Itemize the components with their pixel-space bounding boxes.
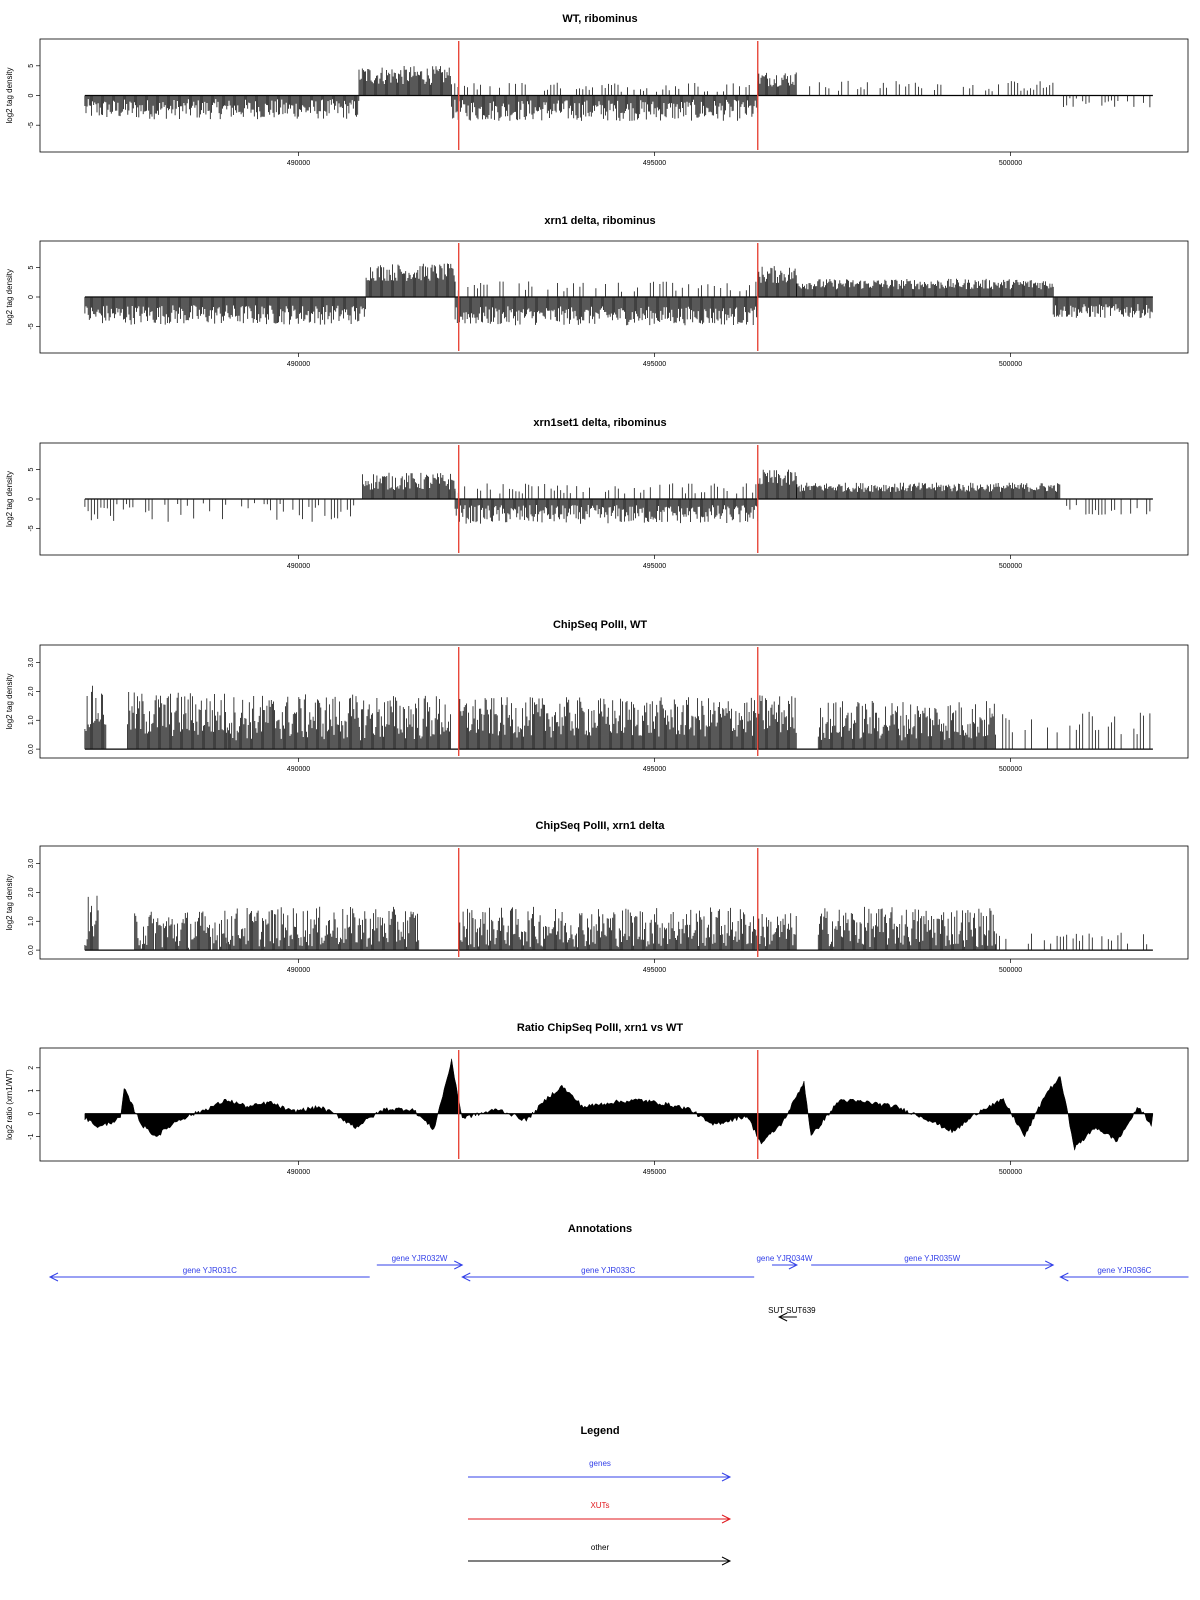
data-bars-segment-7: [1053, 297, 1152, 318]
data-bars-segment-6: [810, 81, 1053, 96]
data-bars-segment-2: [359, 66, 451, 96]
legend-item-genes: [468, 1459, 730, 1481]
x-tick-label: 490000: [286, 766, 311, 773]
x-tick-label: 495000: [642, 1169, 667, 1176]
x-tick-label: 495000: [642, 563, 667, 570]
legend-item-label: XUTs: [590, 1501, 610, 1510]
chart-panel-1: [5, 13, 1188, 167]
chart-title: Ratio ChipSeq PolII, xrn1 vs WT: [516, 1022, 684, 1034]
annotation-label: gene YJR032W: [391, 1254, 448, 1263]
y-tick-label: 0.0: [28, 744, 35, 754]
annotations-title: Annotations: [567, 1223, 633, 1235]
data-bars-segment-4: [455, 282, 756, 298]
annotation-label: gene YJR036C: [1097, 1266, 1152, 1275]
annotation-gene-yjr034w: [756, 1254, 812, 1269]
annotation-gene-yjr036c: [1060, 1266, 1188, 1281]
data-bars-segment-5: [758, 913, 797, 950]
x-tick-label: 490000: [286, 563, 311, 570]
data-bars-segment-5: [758, 266, 797, 297]
y-tick-label: 2.0: [28, 686, 35, 697]
x-tick-label: 500000: [998, 967, 1023, 974]
annotation-gene-yjr035w: [811, 1254, 1053, 1269]
data-bars-segment-3: [227, 907, 418, 950]
annotation-sut-sut639: [768, 1306, 816, 1321]
chart-panel-6: [5, 1022, 1188, 1176]
y-tick-label: 2.0: [28, 887, 35, 898]
y-tick-label: 0: [28, 295, 35, 299]
data-bars-segment-7: [996, 933, 1146, 950]
legend-item-xuts: [468, 1501, 730, 1523]
legend-item-label: genes: [589, 1459, 611, 1468]
data-bars-segment-1: [85, 96, 359, 120]
data-bars-segment-7: [1067, 499, 1150, 515]
x-tick-label: 490000: [286, 1169, 311, 1176]
x-tick-label: 490000: [286, 967, 311, 974]
annotation-gene-yjr033c: [462, 1266, 754, 1281]
data-bars-segment-4: [455, 83, 749, 96]
annotation-gene-yjr032w: [377, 1254, 462, 1269]
annotations-track: [50, 1223, 1189, 1321]
y-axis-label: log2 tag density: [5, 874, 14, 931]
annotation-label: gene YJR034W: [756, 1254, 813, 1263]
y-axis-label: log2 tag density: [5, 67, 14, 124]
y-tick-label: 2: [28, 1065, 35, 1070]
x-tick-label: 490000: [286, 160, 311, 167]
data-bars-segment-2: [135, 911, 227, 950]
data-bars-segment-5: [758, 470, 797, 499]
x-tick-label: 500000: [998, 160, 1023, 167]
chart-title: ChipSeq PolII, WT: [552, 619, 648, 631]
data-bars-segment-7: [1064, 96, 1150, 108]
annotation-label: SUT SUT639: [768, 1306, 816, 1315]
chart-panel-5: [5, 820, 1188, 974]
y-tick-label: -5: [28, 122, 35, 129]
y-tick-label: 0: [28, 497, 35, 501]
data-bars-segment-1: [85, 297, 366, 325]
x-tick-label: 495000: [642, 160, 667, 167]
y-axis-label: log2 tag density: [5, 673, 14, 730]
y-tick-label: -5: [28, 525, 35, 532]
data-bars-segment-6: [818, 907, 995, 950]
data-bars-segment-3: [455, 499, 757, 524]
data-bars-segment-3: [227, 694, 450, 749]
data-bars-segment-2: [363, 473, 455, 499]
y-tick-label: -1: [28, 1133, 35, 1140]
chart-title: ChipSeq PolII, xrn1 delta: [535, 820, 665, 832]
data-bars-segment-4: [455, 483, 756, 499]
y-tick-label: 5: [28, 467, 35, 472]
data-bars-segment-3: [452, 96, 758, 121]
data-bars-segment-7: [1003, 712, 1150, 749]
data-bars-segment-1: [85, 686, 106, 749]
y-tick-label: 1.0: [28, 916, 35, 927]
data-bars-segment-2: [366, 264, 454, 298]
y-tick-label: -5: [28, 323, 35, 330]
y-axis-label: log2 tag density: [5, 470, 14, 528]
ratio-area: [85, 1059, 1153, 1150]
annotation-label: gene YJR033C: [581, 1266, 636, 1275]
x-tick-label: 500000: [998, 361, 1023, 368]
y-tick-label: 0.0: [28, 945, 35, 955]
data-bars-segment-5: [758, 73, 797, 96]
chart-title: xrn1 delta, ribominus: [544, 215, 656, 227]
data-bars-segment-5: [758, 695, 797, 749]
x-tick-label: 500000: [998, 563, 1023, 570]
chart-panel-3: [5, 417, 1188, 570]
y-tick-label: 0: [28, 1111, 35, 1116]
x-tick-label: 500000: [998, 766, 1023, 773]
x-tick-label: 500000: [998, 1169, 1023, 1176]
data-bars-segment-4: [459, 697, 757, 749]
chart-title: xrn1set1 delta, ribominus: [533, 417, 667, 429]
chart-panel-2: [5, 215, 1188, 368]
legend: [468, 1425, 730, 1565]
legend-title: Legend: [580, 1425, 620, 1437]
y-tick-label: 0: [28, 93, 35, 98]
x-tick-label: 490000: [286, 361, 311, 368]
x-tick-label: 495000: [642, 361, 667, 368]
x-tick-label: 495000: [642, 967, 667, 974]
chart-title: WT, ribominus: [562, 13, 638, 25]
legend-item-other: [468, 1543, 730, 1565]
annotation-label: gene YJR035W: [904, 1254, 961, 1263]
y-tick-label: 3.0: [28, 657, 35, 668]
data-bars-segment-6: [797, 279, 1053, 297]
data-bars-segment-1: [85, 499, 354, 522]
x-tick-label: 495000: [642, 766, 667, 773]
data-bars-segment-6: [818, 701, 995, 749]
y-tick-label: 1: [28, 1088, 35, 1093]
y-axis-label: log2 tag density: [5, 268, 14, 326]
y-tick-label: 5: [28, 63, 35, 68]
data-bars-segment-2: [128, 692, 227, 749]
data-bars-segment-4: [459, 907, 757, 950]
y-axis-label: log2 ratio (xrn1/WT): [5, 1069, 14, 1140]
chart-panel-4: [5, 619, 1188, 773]
legend-item-label: other: [590, 1543, 610, 1552]
annotation-gene-yjr031c: [50, 1266, 370, 1281]
data-bars-segment-3: [455, 297, 757, 325]
y-tick-label: 3.0: [28, 858, 35, 869]
y-tick-label: 1.0: [28, 715, 35, 726]
data-bars-segment-1: [85, 896, 98, 950]
annotation-label: gene YJR031C: [182, 1266, 237, 1275]
data-bars-segment-6: [797, 483, 1060, 499]
y-tick-label: 5: [28, 265, 35, 270]
